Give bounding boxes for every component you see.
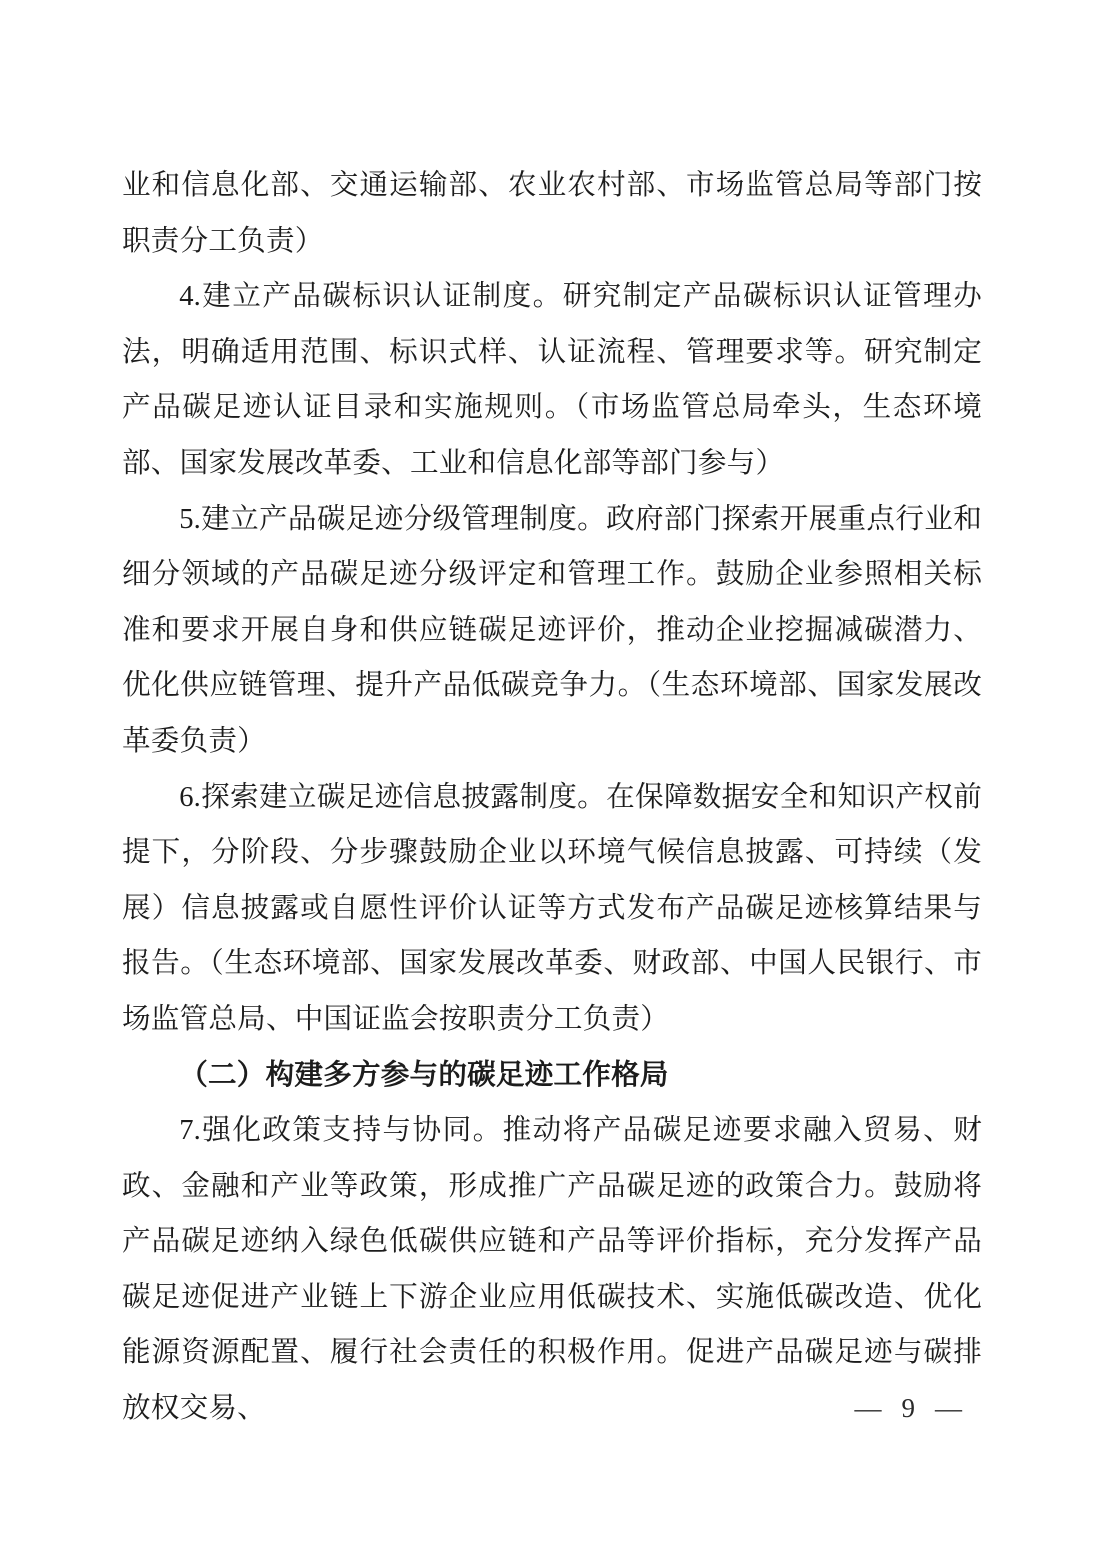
section-heading: （二）构建多方参与的碳足迹工作格局 (179, 1059, 669, 1091)
paragraph-item-4: 4.建立产品碳标识认证制度。研究制定产品碳标识认证管理办法，明确适用范围、标识式样、认证流程、管理要求等。研究制定产品碳足迹认证目录和实施规则。（市场监管总局牵头，生态环境部、国家发展改革委、工业和信息化部等部门参与） (122, 281, 982, 479)
paragraph-continuation: 业和信息化部、交通运输部、农业农村部、市场监管总局等部门按职责分工负责） (122, 170, 982, 257)
page-footer (855, 1392, 963, 1424)
footer-dash-left: — (854, 1393, 882, 1423)
footer-page-number: 9 (901, 1393, 915, 1423)
paragraph-item-6: 6.探索建立碳足迹信息披露制度。在保障数据安全和知识产权前提下，分阶段、分步骤鼓励企业以环境气候信息披露、可持续（发展）信息披露或自愿性评价认证等方式发布产品碳足迹核算结果与报告。（生态环境部、国家发展改革委、财政部、中国人民银行、市场监管总局、中国证监会按职责分工负责） (122, 781, 982, 1035)
document-body (122, 158, 982, 1437)
footer-dash-right: — (935, 1393, 962, 1423)
paragraph-item-7: 7.强化政策支持与协同。推动将产品碳足迹要求融入贸易、财政、金融和产业等政策，形成推广产品碳足迹的政策合力。鼓励将产品碳足迹纳入绿色低碳供应链和产品等评价指标，充分发挥产品碳足迹促进产业链上下游企业应用低碳技术、实施低碳改造、优化能源资源配置、履行社会责任的积极作用。促进产品碳足迹与碳排放权交易、 (122, 1115, 982, 1425)
paragraph-item-5: 5.建立产品碳足迹分级管理制度。政府部门探索开展重点行业和细分领域的产品碳足迹分级评定和管理工作。鼓励企业参照相关标准和要求开展自身和供应链碳足迹评价，推动企业挖掘减碳潜力、优化供应链管理、提升产品低碳竞争力。（生态环境部、国家发展改革委负责） (122, 503, 982, 757)
